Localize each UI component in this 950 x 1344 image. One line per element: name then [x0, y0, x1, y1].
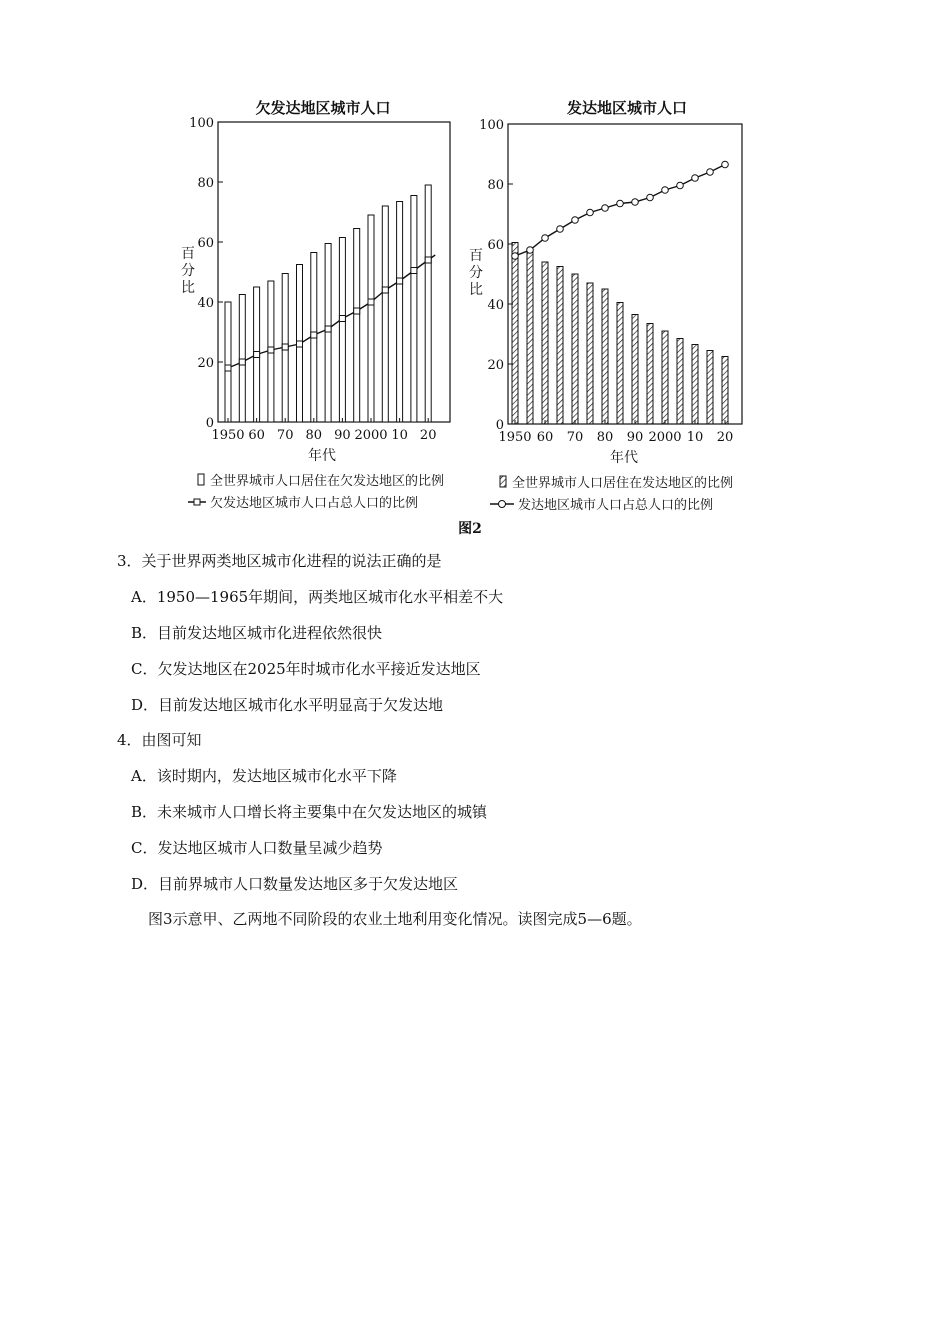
data-point [557, 226, 564, 233]
y-axis-label-char: 百 [469, 248, 483, 264]
bar [617, 303, 623, 425]
bar [602, 289, 608, 424]
legend-right [490, 475, 733, 513]
x-tick-label: 60 [536, 430, 554, 445]
bar [397, 202, 403, 423]
question-3-stem: 3．关于世界两类地区城市化进程的说法正确的是 [117, 552, 442, 570]
data-point [382, 287, 388, 293]
legend-left [188, 473, 444, 511]
bar [677, 339, 683, 425]
question-4-option-b: B．未来城市人口增长将主要集中在欠发达地区的城镇 [131, 803, 488, 821]
x-tick-label: 20 [716, 430, 734, 445]
bar [512, 243, 518, 425]
data-point [647, 194, 654, 201]
y-tick-label: 20 [487, 358, 504, 373]
chart-title-developed: 发达地区城市人口 [566, 99, 688, 117]
data-point [602, 205, 609, 212]
legend-label: 全世界城市人口居住在欠发达地区的比例 [210, 474, 445, 489]
bar [368, 215, 374, 422]
x-tick-label: 70 [276, 428, 294, 443]
y-tick-label: 60 [197, 236, 214, 251]
data-point [527, 247, 534, 254]
data-point [239, 359, 245, 365]
bar [542, 262, 548, 424]
x-tick-label: 60 [248, 428, 265, 443]
question-4-option-a: A．该时期内，发达地区城市化水平下降 [131, 767, 397, 785]
data-point [542, 235, 549, 242]
y-axis-label-char: 百 [181, 246, 195, 262]
data-point [692, 175, 699, 182]
data-point [354, 308, 360, 314]
bar [692, 345, 698, 425]
x-tick-label: 1950 [211, 428, 245, 443]
y-tick-label: 80 [197, 176, 214, 191]
bar [354, 229, 360, 423]
y-axis-label-char: 比 [181, 280, 195, 296]
data-point [397, 278, 403, 284]
bar [632, 315, 638, 425]
chart-title-less-developed: 欠发达地区城市人口 [255, 99, 391, 117]
data-point [368, 299, 374, 305]
y-tick-label: 60 [487, 238, 504, 253]
question-4-option-c: C．发达地区城市人口数量呈减少趋势 [131, 839, 383, 857]
data-point [254, 352, 260, 358]
x-tick-label: 20 [419, 428, 437, 443]
question-3-option-b: B．目前发达地区城市化进程依然很快 [131, 624, 383, 642]
y-tick-label: 0 [495, 418, 504, 433]
bar [557, 267, 563, 425]
legend-swatch-circle-marker [499, 501, 506, 508]
bar [339, 238, 345, 423]
data-point [722, 161, 729, 168]
bar [572, 274, 578, 424]
bar [527, 249, 533, 425]
bar [707, 351, 713, 425]
x-tick-label: 2000 [354, 428, 388, 443]
x-tick-label: 90 [626, 430, 644, 445]
question-4-option-d: D．目前界城市人口数量发达地区多于欠发达地区 [131, 875, 459, 893]
data-point [677, 182, 684, 189]
y-axis-label-char: 分 [181, 263, 195, 279]
data-point [225, 365, 231, 371]
data-point [662, 187, 669, 194]
bar [587, 283, 593, 424]
bar [425, 185, 431, 422]
x-tick-label: 80 [305, 428, 323, 443]
chart-less-developed [181, 99, 450, 464]
legend-swatch-square-marker [194, 499, 200, 505]
x-axis-label-left: 年代 [308, 448, 336, 464]
bar [662, 331, 668, 424]
figure-2 [0, 0, 950, 545]
y-tick-label: 40 [487, 298, 504, 313]
y-axis-label-char: 比 [469, 282, 483, 298]
question-3-option-c: C．欠发达地区在2025年时城市化水平接近发达地区 [131, 660, 481, 678]
bar [239, 295, 245, 423]
legend-swatch-bar-hatched [500, 476, 506, 487]
data-point [339, 316, 345, 322]
data-point [411, 268, 417, 274]
data-point [325, 326, 331, 332]
data-point [282, 344, 288, 350]
x-tick-label: 80 [596, 430, 614, 445]
x-tick-label: 70 [566, 430, 584, 445]
bar [382, 206, 388, 422]
bar [647, 324, 653, 425]
bar [411, 196, 417, 423]
y-tick-label: 100 [479, 118, 504, 133]
x-tick-label: 2000 [648, 430, 682, 445]
figure-label: 图2 [458, 521, 482, 537]
y-tick-label: 100 [189, 116, 214, 131]
question-3-option-d: D．目前发达地区城市化水平明显高于欠发达地 [131, 696, 444, 714]
x-axis-label-right: 年代 [610, 450, 638, 466]
y-tick-label: 20 [197, 356, 214, 371]
legend-label: 欠发达地区城市人口占总人口的比例 [210, 496, 419, 511]
x-tick-label: 10 [391, 428, 408, 443]
legend-swatch-bar-open [198, 474, 204, 485]
data-point [617, 200, 624, 207]
chart-developed [469, 99, 742, 466]
bar [225, 302, 231, 422]
x-tick-label: 10 [686, 430, 704, 445]
data-point [587, 209, 594, 216]
y-axis-label-char: 分 [469, 265, 483, 281]
question-3-option-a: A．1950—1965年期间，两类地区城市化水平相差不大 [131, 588, 504, 606]
data-point [425, 257, 431, 263]
data-point [297, 341, 303, 347]
bar [722, 357, 728, 425]
next-section-intro: 图3示意甲、乙两地不同阶段的农业土地利用变化情况。读图完成5—6题。 [148, 910, 642, 928]
legend-label: 发达地区城市人口占总人口的比例 [518, 498, 714, 513]
data-point [268, 347, 274, 353]
data-point [707, 169, 714, 176]
x-tick-label: 90 [334, 428, 351, 443]
x-tick-label: 1950 [498, 430, 532, 445]
data-point [572, 217, 579, 224]
y-tick-label: 0 [205, 416, 214, 431]
data-point [632, 199, 639, 206]
legend-label: 全世界城市人口居住在发达地区的比例 [512, 476, 734, 491]
question-4-stem: 4．由图可知 [117, 731, 202, 749]
y-tick-label: 40 [197, 296, 214, 311]
bar [325, 244, 331, 423]
data-point [311, 332, 317, 338]
y-tick-label: 80 [487, 178, 504, 193]
data-point [512, 253, 519, 260]
